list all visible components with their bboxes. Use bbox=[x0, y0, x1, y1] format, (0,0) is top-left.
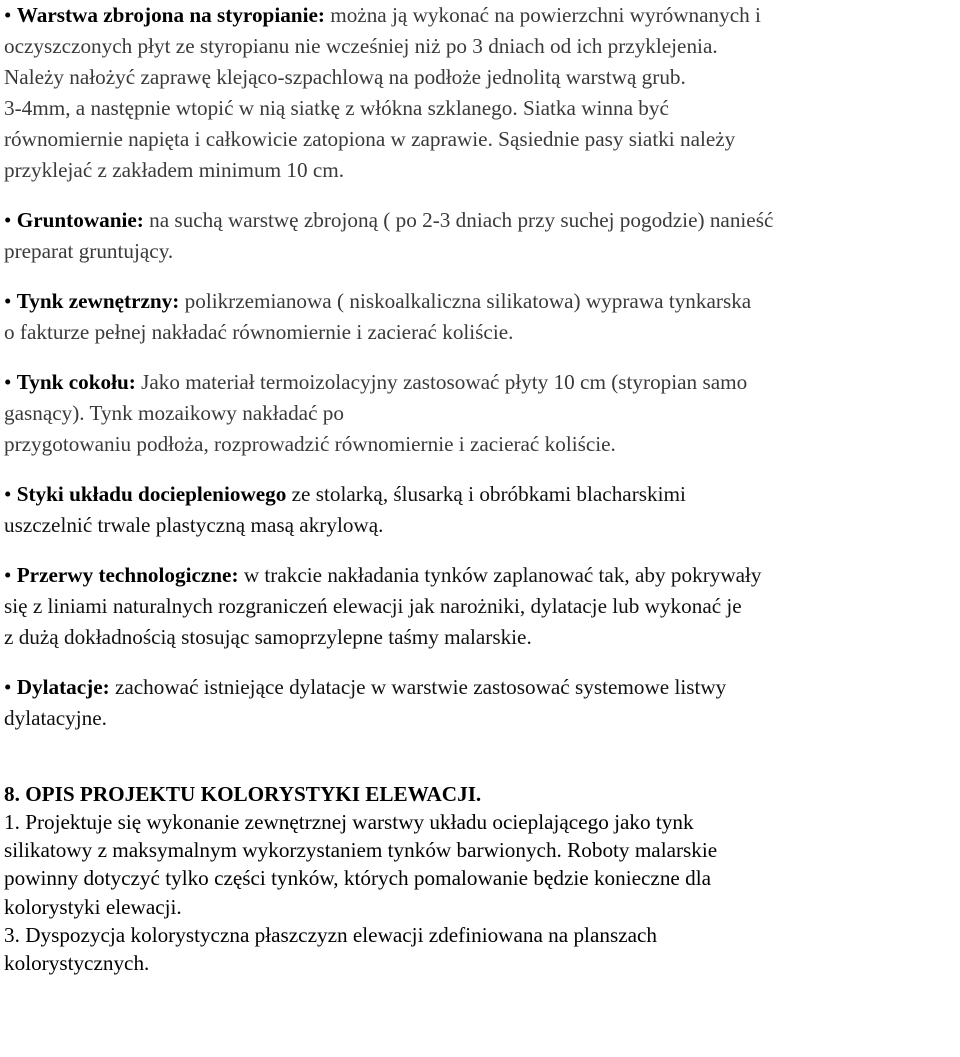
bullet-term: Tynk cokołu: bbox=[16, 370, 136, 394]
bullet-body: na suchą warstwę zbrojoną ( po 2-3 dniach przy suchej pogodzie) nanieść preparat gruntujący. bbox=[4, 208, 774, 263]
section-paragraph-1: 1. Projektuje się wykonanie zewnętrznej warstwy układu ocieplającego jako tynk silikatowy z maksymalnym wykorzystaniem tynków barwionych. Roboty malarskie powinny dotyczyć tylko części tynków, których pomalowanie będzie konieczne dla kolorystyki elewacji. bbox=[4, 810, 718, 919]
bullet-styki-ukladu bbox=[4, 479, 956, 541]
bullet-term: Gruntowanie: bbox=[16, 208, 144, 232]
bullet-tynk-cokolu bbox=[4, 367, 956, 460]
bullet-body: polikrzemianowa ( niskoalkaliczna silikatowa) wyprawa tynkarska o fakturze pełnej nakładać równomiernie i zacierać koliście. bbox=[4, 289, 752, 344]
bullet-term-tail: o bbox=[275, 482, 287, 506]
section-paragraph-3: 3. Dyspozycja kolorystyczna płaszczyzn elewacji zdefiniowana na planszach kolorystycznych. bbox=[4, 922, 657, 976]
bullet-body: w trakcie nakładania tynków zaplanować tak, aby pokrywały się z liniami naturalnych rozgraniczeń elewacji jak narożniki, dylatacje lub wykonać je z dużą dokładnością stosując samoprzylepne taśmy malarskie. bbox=[4, 563, 762, 649]
bullet-mark: • bbox=[4, 675, 12, 699]
section-title: 8. OPIS PROJEKTU KOLORYSTYKI ELEWACJI. bbox=[4, 782, 482, 806]
bullet-term: Dylatacje: bbox=[16, 675, 110, 699]
bullet-body: zachować istniejące dylatacje w warstwie zastosować systemowe listwy dylatacyjne. bbox=[4, 675, 727, 730]
bullet-mark: • bbox=[4, 563, 12, 587]
bullet-mark: • bbox=[4, 482, 12, 506]
bullet-gruntowanie bbox=[4, 205, 956, 267]
bullet-tynk-zewnetrzny bbox=[4, 286, 956, 348]
bullet-body: Jako materiał termoizolacyjny zastosować płyty 10 cm (styropian samo gasnący). Tynk mozaikowy nakładać po przygotowaniu podłoża, rozprowadzić równomiernie i zacierać koliście. bbox=[4, 370, 748, 456]
bullet-dylatacje bbox=[4, 672, 956, 734]
bullet-mark: • bbox=[4, 3, 12, 27]
document-page bbox=[4, 0, 956, 977]
bullet-mark: • bbox=[4, 289, 12, 313]
bullet-term: Tynk zewnętrzny: bbox=[16, 289, 180, 313]
bullet-term: Warstwa zbrojona na styropianie: bbox=[16, 3, 325, 27]
bullet-term: Przerwy technologiczne: bbox=[16, 563, 239, 587]
bullet-term: Styki układu docieplenioweg bbox=[16, 482, 276, 506]
bullet-warstwa-zbrojona bbox=[4, 0, 956, 186]
bullet-mark: • bbox=[4, 370, 12, 394]
bullet-body: można ją wykonać na powierzchni wyrównanych i oczyszczonych płyt ze styropianu nie wcześniej niż po 3 dniach od ich przyklejenia. Należy nałożyć zaprawę klejąco-szpachlową na podłoże jednolitą warstwą grub. 3-4mm, a następnie wtopić w nią siatkę z włókna szklanego. Siatka winna być równomiernie napięta i całkowicie zatopiona w zaprawie. Sąsiednie pasy siatki należy przyklejać z zakładem minimum 10 cm. bbox=[4, 3, 761, 182]
bullet-mark: • bbox=[4, 208, 12, 232]
bullet-body: ze stolarką, ślusarką i obróbkami blacharskimi uszczelnić trwale plastyczną masą akrylową. bbox=[4, 482, 686, 537]
bullet-przerwy-technologiczne bbox=[4, 560, 956, 653]
